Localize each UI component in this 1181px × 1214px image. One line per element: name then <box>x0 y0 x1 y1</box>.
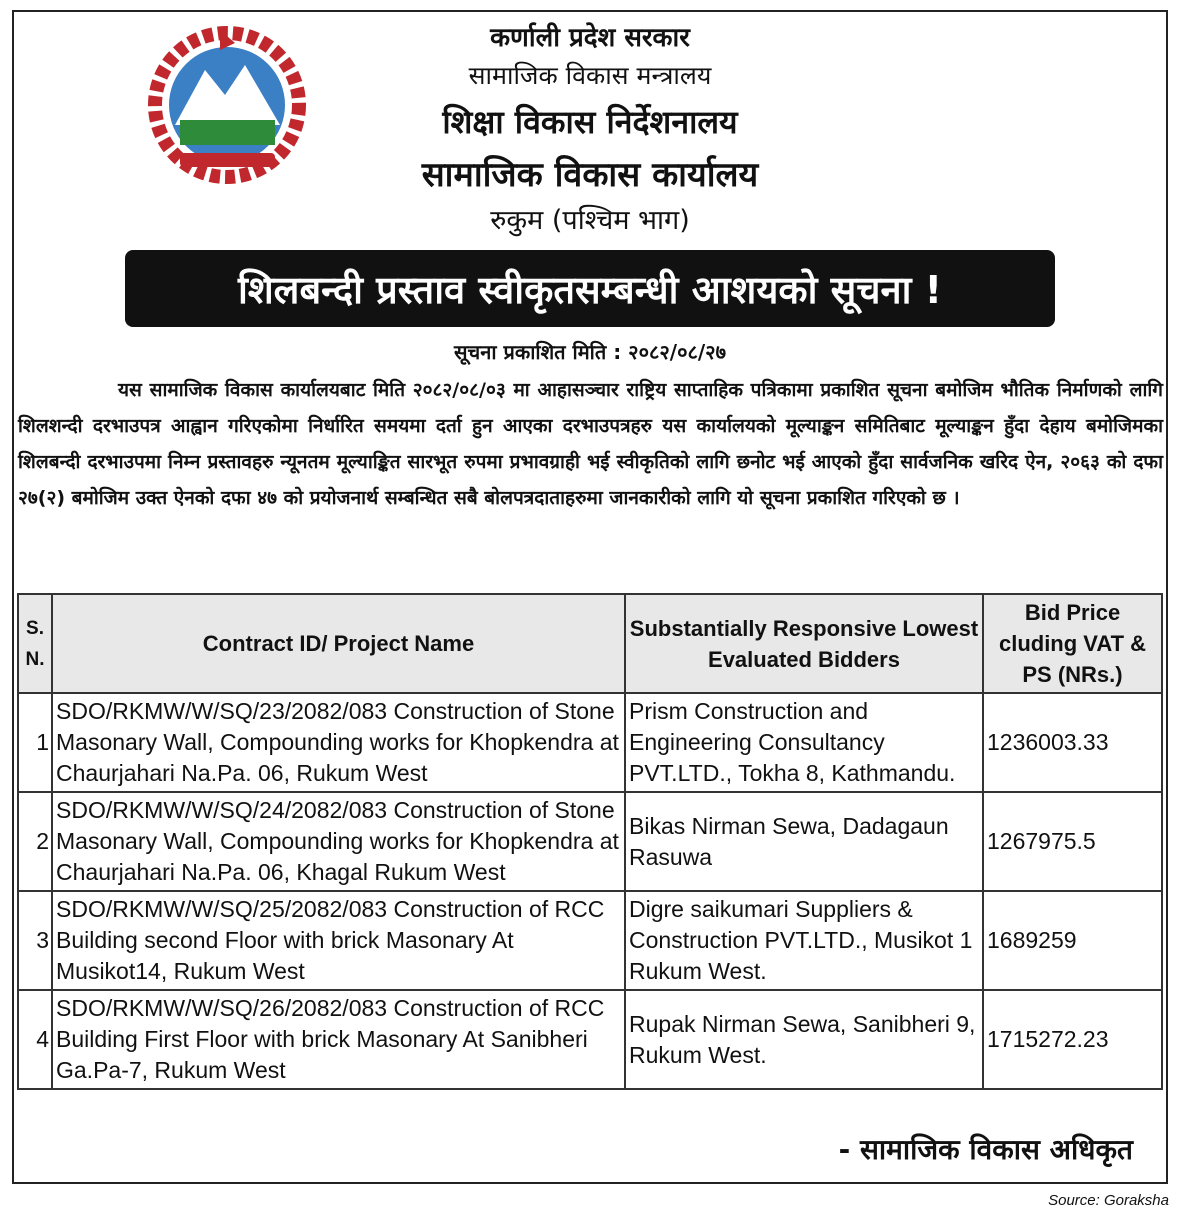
cell-bidder: Prism Construction and Engineering Consultancy PVT.LTD., Tokha 8, Kathmandu. <box>625 693 983 792</box>
header-bidder: Substantially Responsive Lowest Evaluated Bidders <box>625 594 983 693</box>
cell-project: SDO/RKMW/W/SQ/26/2082/083 Construction of RCC Building First Floor with brick Masonary At Sanibheri Ga.Pa-7, Rukum West <box>52 990 625 1089</box>
bid-results-table <box>17 593 1163 1090</box>
cell-sn: 4 <box>18 990 52 1089</box>
header-location: रुकुम (पश्चिम भाग) <box>490 205 690 236</box>
table-header-row <box>18 594 1162 693</box>
header-sn: S. N. <box>18 594 52 693</box>
header-government: कर्णाली प्रदेश सरकार <box>490 23 690 53</box>
table-row <box>18 891 1162 990</box>
cell-sn: 2 <box>18 792 52 891</box>
cell-bidder: Rupak Nirman Sewa, Sanibheri 9, Rukum West. <box>625 990 983 1089</box>
header-directorate: शिक्षा विकास निर्देशनालय <box>442 103 738 141</box>
cell-sn: 3 <box>18 891 52 990</box>
header-ministry: सामाजिक विकास मन्त्रालय <box>468 61 712 90</box>
cell-sn: 1 <box>18 693 52 792</box>
table-row <box>18 693 1162 792</box>
cell-project: SDO/RKMW/W/SQ/23/2082/083 Construction of Stone Masonary Wall, Compounding works for Khopkendra at Chaurjahari Na.Pa. 06, Rukum West <box>52 693 625 792</box>
table-row <box>18 792 1162 891</box>
cell-price: 1689259 <box>983 891 1162 990</box>
signature: - सामाजिक विकास अधिकृत <box>838 1133 1133 1166</box>
table-row <box>18 990 1162 1089</box>
cell-project: SDO/RKMW/W/SQ/24/2082/083 Construction of Stone Masonary Wall, Compounding works for Khopkendra at Chaurjahari Na.Pa. 06, Khagal Rukum West <box>52 792 625 891</box>
cell-price: 1267975.5 <box>983 792 1162 891</box>
header-project: Contract ID/ Project Name <box>52 594 625 693</box>
notice-body: यस सामाजिक विकास कार्यालयबाट मिति २०८२/०८/०३ मा आहासञ्चार राष्ट्रिय साप्ताहिक पत्रिकामा प्रकाशित सूचना बमोजिम भौतिक निर्माणको लागि शिलशन्दी दरभाउपत्र आह्वान गरिएकोमा निर्धारित समयमा दर्ता हुन आएका दरभाउपत्रहरु यस कार्यालयको मूल्याङ्कन समितिबाट मूल्याङ्कन हुँदा देहाय बमोजिमका शिलबन्दी दरभाउपमा निम्न प्रस्तावहरु न्यूनतम मूल्याङ्कित सारभूत रुपमा प्रभावग्राही भई स्वीकृतिको लागि छनोट भई आएको हुँदा सार्वजनिक खरिद ऐन, २०६३ को दफा २७(२) बमोजिम उक्त ऐनको दफा ४७ को प्रयोजनार्थ सम्बन्धित सबै बोलपत्रदाताहरुमा जानकारीको लागि यो सूचना प्रकाशित गरिएको छ । <box>18 379 1163 509</box>
cell-project: SDO/RKMW/W/SQ/25/2082/083 Construction of RCC Building second Floor with brick Masonary At Musikot14, Rukum West <box>52 891 625 990</box>
publish-date: सूचना प्रकाशित मिति : २०८२/०८/२७ <box>454 340 726 364</box>
cell-bidder: Bikas Nirman Sewa, Dadagaun Rasuwa <box>625 792 983 891</box>
nepal-emblem-logo <box>140 25 315 185</box>
cell-bidder: Digre saikumari Suppliers & Construction PVT.LTD., Musikot 1 Rukum West. <box>625 891 983 990</box>
source-credit: Source: Goraksha <box>1048 1192 1169 1209</box>
cell-price: 1715272.23 <box>983 990 1162 1089</box>
header-office: सामाजिक विकास कार्यालय <box>421 155 759 195</box>
header-price: Bid Price cluding VAT & PS (NRs.) <box>983 594 1162 693</box>
notice-title-banner: शिलबन्दी प्रस्ताव स्वीकृतसम्बन्धी आशयको सूचना ! <box>125 250 1055 327</box>
cell-price: 1236003.33 <box>983 693 1162 792</box>
